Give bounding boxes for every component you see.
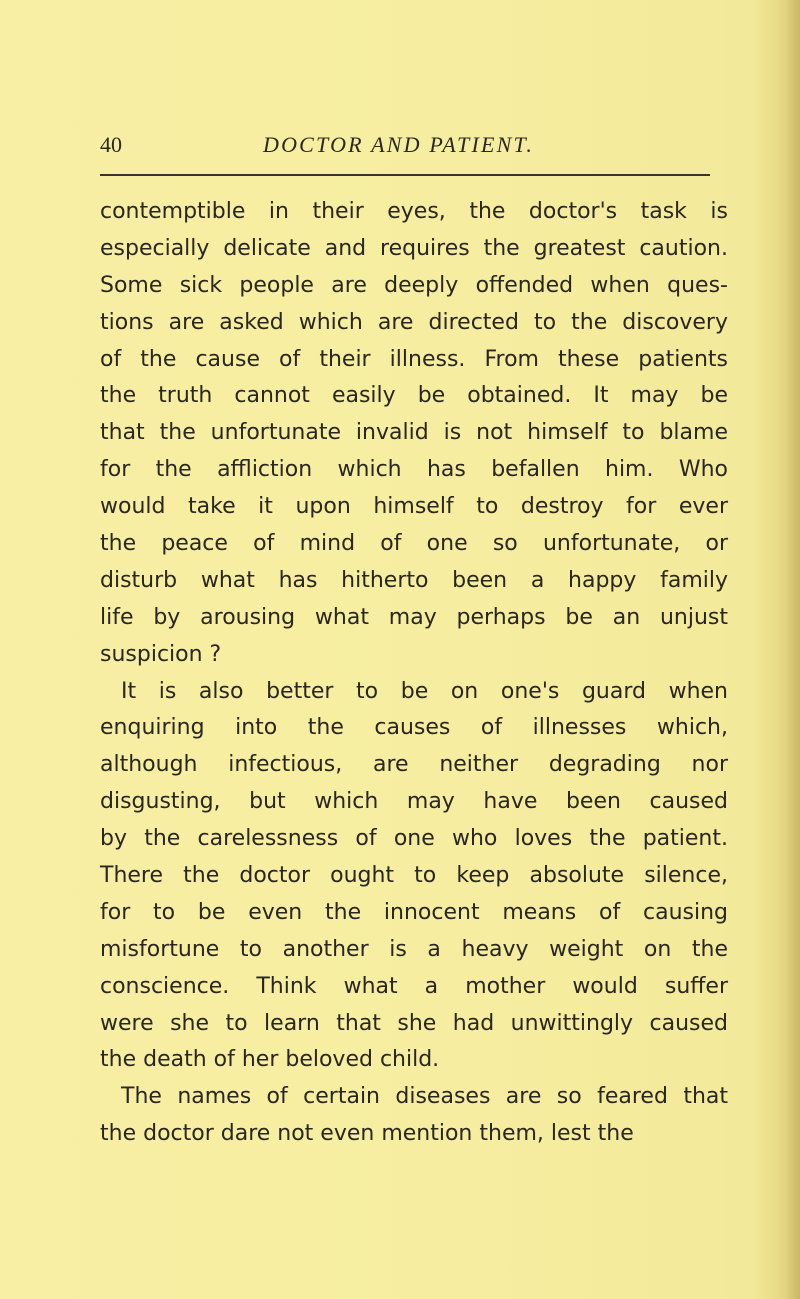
text-line: were she to learn that she had unwittingly caused <box>100 1010 728 1036</box>
text-line: misfortune to another is a heavy weight on the <box>100 936 728 962</box>
text-line: for the affliction which has befallen him. Who <box>100 457 728 483</box>
text-line: for to be even the innocent means of causing <box>100 899 728 925</box>
text-line: of the cause of their illness. From these patients <box>100 346 728 372</box>
text-line: It is also better to be on one's guard when <box>121 678 728 704</box>
text-line: the peace of mind of one so unfortunate, or <box>100 531 728 557</box>
page-header <box>100 128 720 162</box>
text-line: tions are asked which are directed to the discovery <box>100 309 728 335</box>
text-line: suspicion ? <box>100 641 222 667</box>
text-line: especially delicate and requires the greatest caution. <box>100 235 728 261</box>
text-line: enquiring into the causes of illnesses which, <box>100 715 728 741</box>
text-line: conscience. Think what a mother would suffer <box>100 973 728 999</box>
text-line: the death of her beloved child. <box>100 1047 440 1073</box>
page-edge-shadow <box>786 0 800 1299</box>
text-line: would take it upon himself to destroy for ever <box>100 494 728 520</box>
text-line: although infectious, are neither degrading nor <box>100 752 728 778</box>
running-head: DOCTOR AND PATIENT. <box>263 132 535 157</box>
text-line: that the unfortunate invalid is not himself to blame <box>100 420 728 446</box>
text-line: The names of certain diseases are so feared that <box>121 1084 728 1110</box>
text-line: the truth cannot easily be obtained. It may be <box>100 383 728 409</box>
page-number: 40 <box>100 132 122 157</box>
text-line: by the carelessness of one who loves the patient. <box>100 826 728 852</box>
text-line: contemptible in their eyes, the doctor's task is <box>100 199 728 224</box>
header-rule <box>100 174 710 176</box>
text-line: the doctor dare not even mention them, lest the <box>100 1121 634 1147</box>
text-line: life by arousing what may perhaps be an unjust <box>100 604 728 630</box>
text-line: disturb what has hitherto been a happy family <box>100 567 728 593</box>
text-line: Some sick people are deeply offended when ques- <box>100 272 728 298</box>
text-line: disgusting, but which may have been caused <box>100 789 728 815</box>
text-line: There the doctor ought to keep absolute silence, <box>100 863 728 889</box>
body-text <box>100 194 728 1153</box>
